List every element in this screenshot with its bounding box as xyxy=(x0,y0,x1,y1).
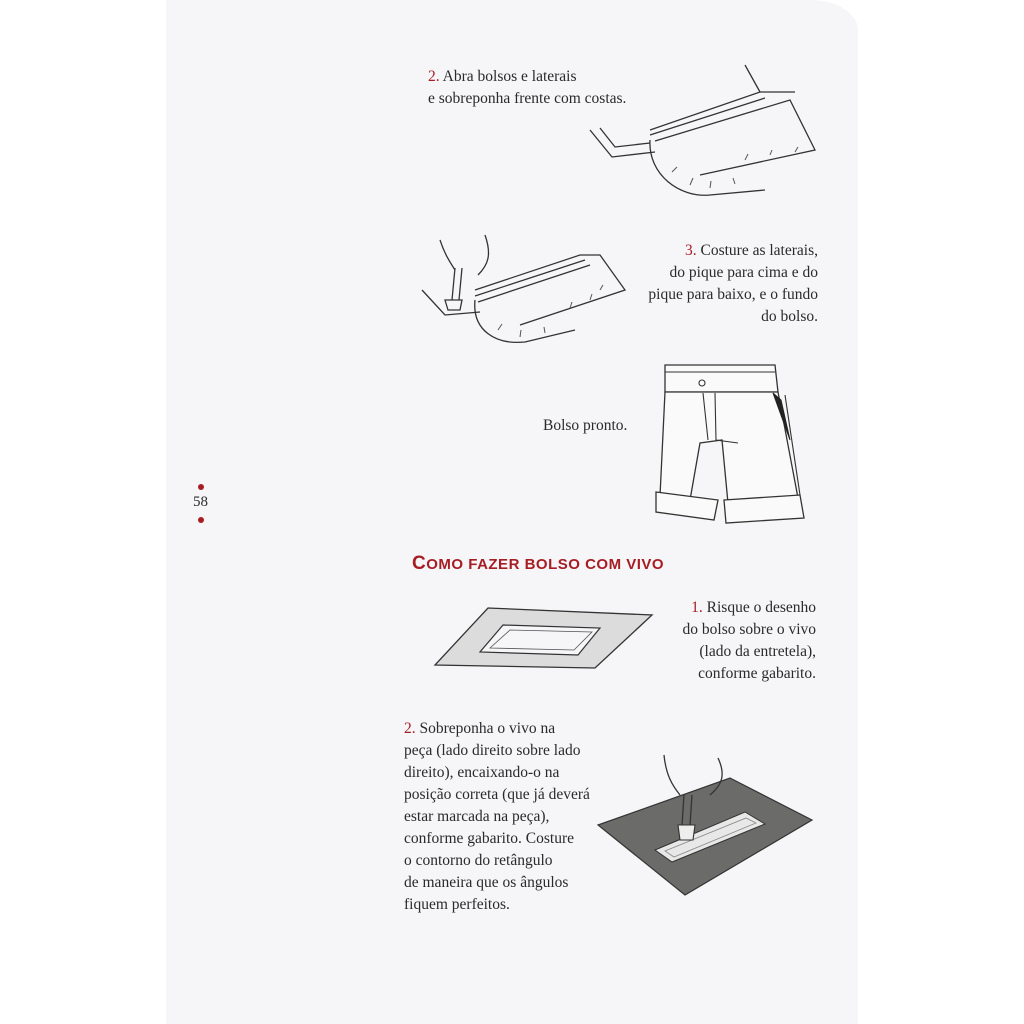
step-line: e sobreponha frente com costas. xyxy=(428,90,627,107)
step-number: 3. xyxy=(684,242,697,259)
step-line: do pique para cima e do xyxy=(669,264,818,281)
step-line: do bolso. xyxy=(761,308,818,325)
step-line: Abra bolsos e laterais xyxy=(442,68,577,85)
step-line: (lado da entretela), xyxy=(699,643,816,660)
step-line: peça (lado direito sobre lado xyxy=(404,742,581,759)
step-line: o contorno do retângulo xyxy=(404,852,553,869)
step-line: fiquem perfeitos. xyxy=(404,896,510,913)
section-title-rest: OMO FAZER BOLSO COM VIVO xyxy=(426,556,665,573)
step-line: conforme gabarito. xyxy=(698,665,816,682)
step-number: 1. xyxy=(691,599,703,616)
caption-pocket-ready: Bolso pronto. xyxy=(543,417,628,434)
step-line: de maneira que os ângulos xyxy=(404,874,569,891)
step-line: pique para baixo, e o fundo xyxy=(648,286,818,303)
step-line: estar marcada na peça), xyxy=(404,808,550,825)
step-line: Risque o desenho xyxy=(706,599,816,616)
step-line: direito), encaixando-o na xyxy=(404,764,560,781)
section-title-initial: C xyxy=(412,553,427,574)
step-line: Costure as laterais, xyxy=(700,242,818,259)
step-line: Sobreponha o vivo na xyxy=(419,720,556,737)
step-number: 2. xyxy=(404,720,416,737)
step-number: 2. xyxy=(428,68,440,85)
step-line: conforme gabarito. Costure xyxy=(404,830,575,847)
step-line: do bolso sobre o vivo xyxy=(682,621,816,638)
step-line: posição correta (que já deverá xyxy=(404,786,590,803)
page-number: 58 xyxy=(193,494,208,510)
